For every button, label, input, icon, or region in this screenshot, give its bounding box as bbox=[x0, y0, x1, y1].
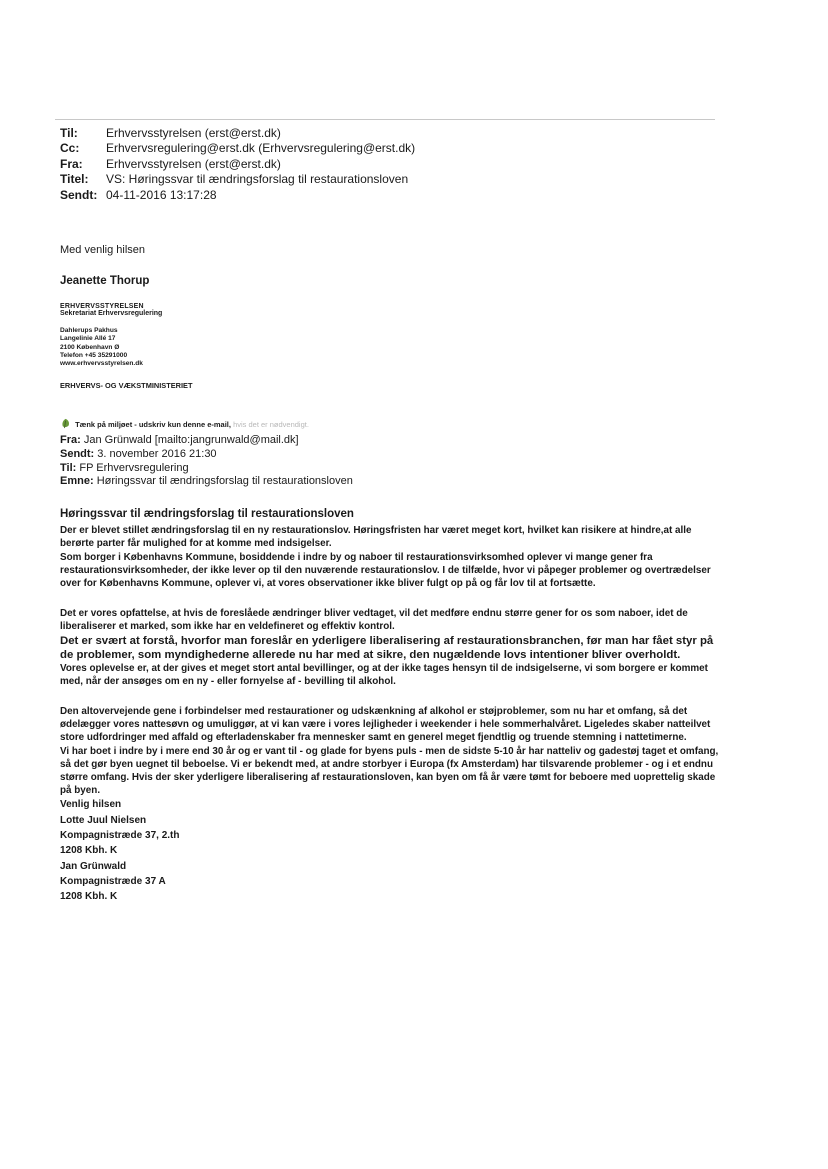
address-line: Langelinie Allé 17 bbox=[60, 335, 116, 343]
signature-address bbox=[60, 327, 193, 368]
letter-body bbox=[60, 508, 720, 905]
header-cc-row bbox=[60, 141, 415, 156]
letter-paragraph: Det er svært at forstå, hvorfor man foreslår en yderligere liberalisering af restaurationsbranchen, før man har fået styr på de problemer, som myndighederne allerede nu har med at sikre, den nugældende lovs intentioner bliver overholdt. bbox=[60, 634, 714, 661]
address-line: Dahlerups Pakhus bbox=[60, 327, 118, 334]
forwarded-sent-row bbox=[60, 448, 353, 462]
header-to-value: Erhvervsstyrelsen (erst@erst.dk) bbox=[106, 126, 281, 140]
signature-name: Jeanette Thorup bbox=[60, 275, 150, 287]
letter-closing bbox=[60, 797, 720, 904]
header-to-row bbox=[60, 126, 415, 141]
letter-paragraph: Som borger i Københavns Kommune, bosiddende i indre by og naboer til restaurationsvirksomhed oplever vi mange gener fra restaurationsvirksomheder, der ikke lever op til den nuværende restaurationslov. I de tilfælde, hvor vi påpeger problemer og overtrædelser over for Københavns Kommune, oplever vi, at vores observationer ikke bliver fulgt op på og får lov til at fortsætte. bbox=[60, 551, 711, 590]
closing-line: 1208 Kbh. K bbox=[60, 845, 118, 857]
closing-line: Kompagnistræde 37 A bbox=[60, 875, 166, 887]
letter-paragraph: Den altovervejende gene i forbindelser med restaurationer og udskænkning af alkohol er støjproblemer, som nu har et omfang, så det ødelægger vores nattesøvn og umuliggør, at vi kan være i vores lejligheder i weekender i hele sommerhalvåret. Ligeledes skaber natteilvet store udfordringer med affald og efterladenskaber fra mennesker samt en generel meget fjendtlig og truende stemning i nattetimerne. bbox=[60, 706, 711, 744]
letter-paragraph: Vores oplevelse er, at der gives et meget stort antal bevillinger, og at der ikke tages hensyn til de indsigelserne, vi som borgere er kommet med, når der ansøges om en ny - eller fornyelse af - bevilling til alkohol. bbox=[60, 662, 708, 687]
header-from-value: Erhvervsstyrelsen (erst@erst.dk) bbox=[106, 156, 281, 171]
closing-line: 1208 Kbh. K bbox=[60, 891, 118, 903]
signature-agency: ERHVERVSSTYRELSEN bbox=[60, 303, 144, 310]
header-title-row bbox=[60, 172, 415, 187]
leaf-icon bbox=[60, 418, 71, 429]
header-sent-label: Sendt: bbox=[60, 187, 98, 202]
address-line: Telefon +45 35291000 bbox=[60, 351, 128, 359]
sender-signature bbox=[60, 244, 193, 390]
header-title-value: VS: Høringssvar til ændringsforslag til restaurationsloven bbox=[106, 172, 409, 187]
header-sent-value: 04-11-2016 13:17:28 bbox=[106, 187, 217, 202]
closing-line: Venlig hilsen bbox=[60, 799, 122, 811]
forwarded-header bbox=[60, 434, 353, 489]
header-from-row bbox=[60, 157, 415, 172]
forwarded-subject-row bbox=[60, 475, 353, 489]
signature-greeting: Med venlig hilsen bbox=[60, 244, 145, 256]
environment-note-text: Tænk på miljøet - udskriv kun denne e-mail, bbox=[75, 420, 231, 429]
letter-heading: Høringssvar til ændringsforslag til restaurationsloven bbox=[60, 508, 354, 520]
closing-line: Lotte Juul Nielsen bbox=[60, 814, 147, 826]
environment-note bbox=[60, 418, 309, 429]
forwarded-from-value: Jan Grünwald [mailto:jangrunwald@mail.dk] bbox=[83, 434, 299, 446]
forwarded-subject-value: Høringssvar til ændringsforslag til restaurationsloven bbox=[96, 475, 353, 488]
forwarded-from-label: Fra: bbox=[60, 434, 81, 446]
forwarded-subject-label: Emne: bbox=[60, 475, 94, 488]
letter-paragraph: Det er vores opfattelse, at hvis de foreslåede ændringer bliver vedtaget, vil det medføre endnu større gener for os som naboer, idet de liberaliserer et marked, som ikke har en veldefineret og effektiv kontrol. bbox=[60, 608, 688, 633]
email-header bbox=[60, 126, 415, 203]
forwarded-to-row bbox=[60, 462, 353, 476]
forwarded-to-label: Til: bbox=[60, 461, 77, 474]
forwarded-sent-value: 3. november 2016 21:30 bbox=[97, 447, 217, 460]
header-from-label: Fra: bbox=[60, 156, 83, 171]
closing-line: Kompagnistræde 37, 2.th bbox=[60, 830, 180, 842]
header-title-label: Titel: bbox=[60, 172, 89, 187]
forwarded-to-value: FP Erhvervsregulering bbox=[79, 461, 189, 474]
signature-unit: Sekretariat Erhvervsregulering bbox=[60, 310, 163, 317]
address-line: 2100 København Ø bbox=[60, 343, 120, 351]
forwarded-sent-label: Sendt: bbox=[60, 447, 95, 460]
environment-note-faded: hvis det er nødvendigt. bbox=[233, 420, 309, 429]
header-to-label: Til: bbox=[60, 126, 78, 140]
header-cc-value: Erhvervsregulering@erst.dk (Erhvervsregulering@erst.dk) bbox=[106, 141, 416, 156]
header-sent-row bbox=[60, 188, 415, 203]
forwarded-from-row bbox=[60, 434, 353, 448]
signature-ministry: ERHVERVS- OG VÆKSTMINISTERIET bbox=[60, 381, 193, 391]
letter-paragraph: Der er blevet stillet ændringsforslag til en ny restaurationslov. Høringsfristen har været meget kort, hvilket kan risikere at hindre,at alle berørte parter får mulighed for at komme med indsigelser. bbox=[60, 525, 692, 550]
header-cc-label: Cc: bbox=[60, 141, 80, 156]
letter-paragraph: Vi har boet i indre by i mere end 30 år og er vant til - og glade for byens puls - men de sidste 5-10 år har natteliv og gadestøj taget et omfang, så det gør byen uegnet til beboelse. Vi er bekendt med, at andre storbyer i Europa (fx Amsterdam) har tilsvarende problemer - og i et endnu større omfang. Hvis der sker yderligere liberalisering af restaurationsloven, kan byen om få år være tømt for beboere med uoprettelig skade på byen. bbox=[60, 745, 719, 797]
closing-line: Jan Grünwald bbox=[60, 860, 127, 872]
address-line: www.erhvervsstyrelsen.dk bbox=[60, 360, 143, 368]
header-divider bbox=[55, 119, 715, 120]
